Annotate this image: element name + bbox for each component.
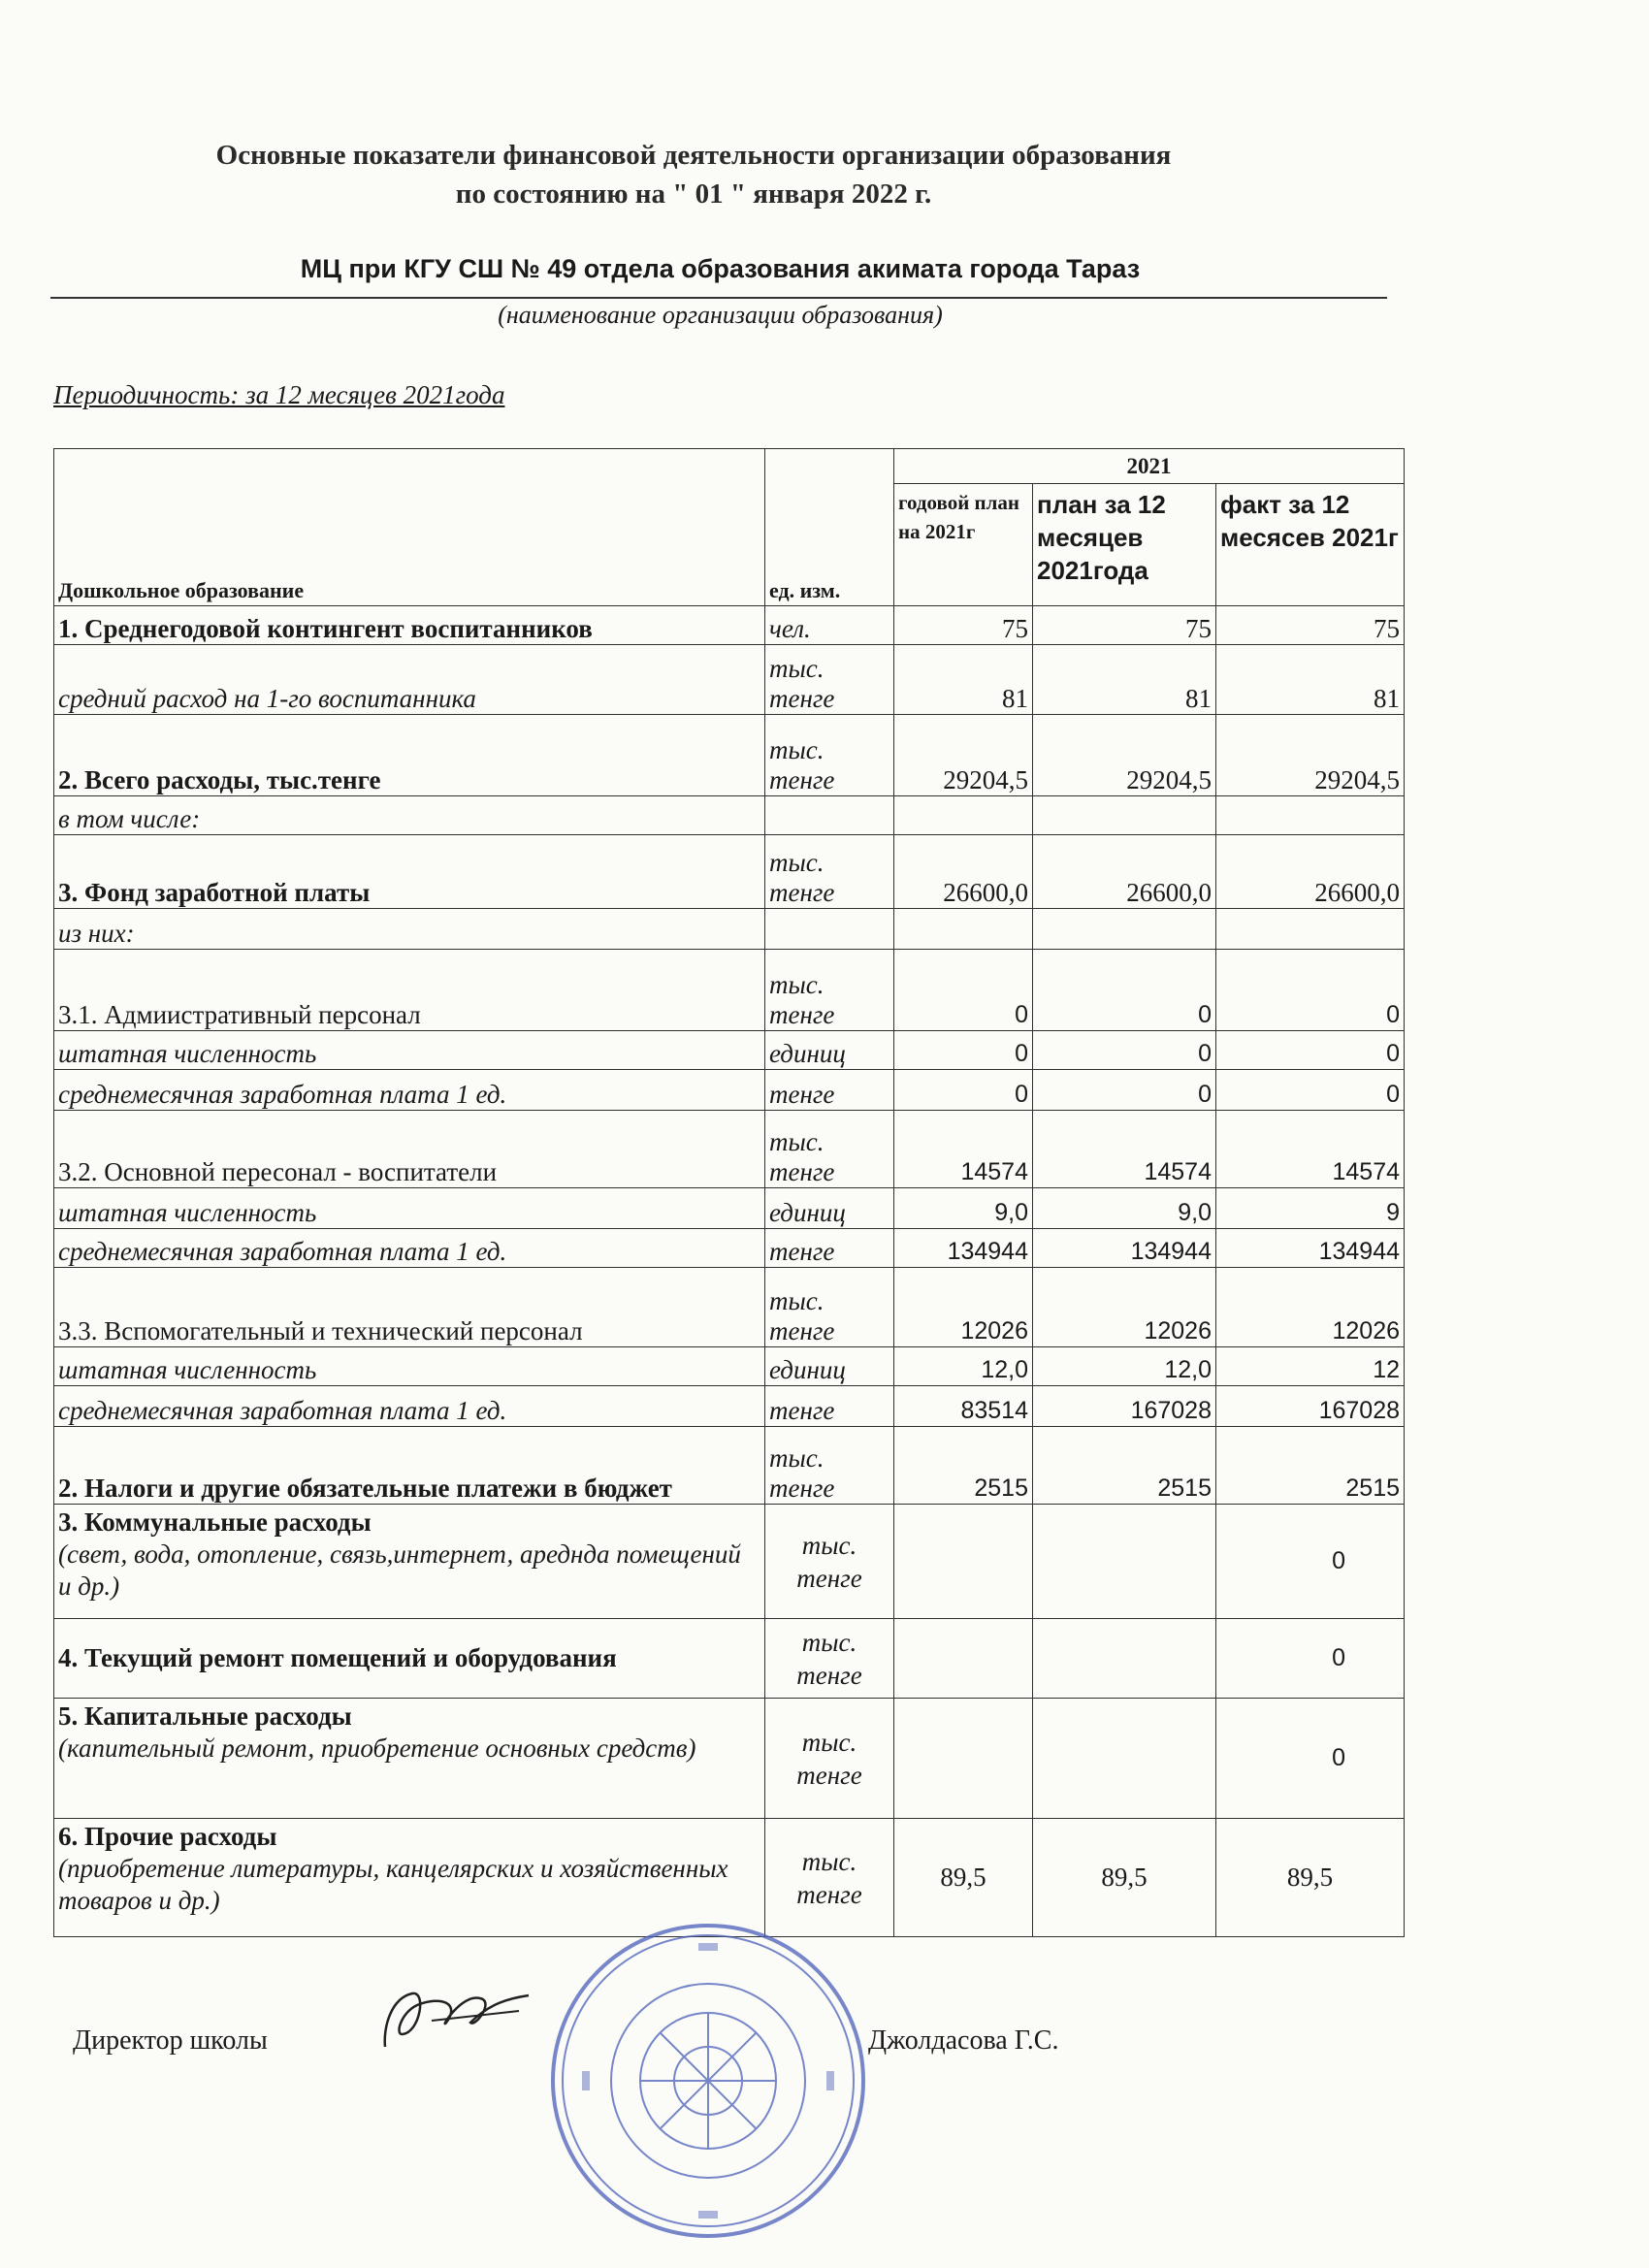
row-plan-12: 2515 (1033, 1427, 1216, 1505)
table-row (54, 606, 1405, 645)
table-row (54, 909, 1405, 950)
row-label: 3.2. Основной пересонал - воспитатели (54, 1111, 765, 1188)
row-label: 3.3. Вспомогательный и технический персонал (54, 1268, 765, 1347)
row-plan-year: 9,0 (894, 1188, 1033, 1229)
row-fact-12: 12 (1216, 1347, 1405, 1386)
row-plan-year: 0 (894, 950, 1033, 1031)
row-label: 5. Капитальные расходы (58, 1701, 352, 1731)
row-plan-year (894, 909, 1033, 950)
organization-name: МЦ при КГУ СШ № 49 отдела образования акимата города Тараз (300, 254, 1141, 283)
row-plan-12: 12,0 (1033, 1347, 1216, 1386)
row-label-cell (54, 1699, 765, 1819)
organization-caption: (наименование организации образования) (498, 301, 943, 329)
row-plan-12 (1033, 909, 1216, 950)
row-fact-12: 167028 (1216, 1386, 1405, 1427)
row-sublabel: (капительный ремонт, приобретение основных средств) (58, 1733, 696, 1763)
table-row (54, 835, 1405, 909)
official-stamp-icon (543, 1916, 873, 2246)
row-fact-12: 9 (1216, 1188, 1405, 1229)
title-line-1: Основные показатели финансовой деятельности организации образования (215, 140, 1172, 171)
table-row (54, 1031, 1405, 1070)
row-plan-year: 134944 (894, 1229, 1033, 1268)
row-label: штатная численность (54, 1031, 765, 1070)
row-plan-12: 9,0 (1033, 1188, 1216, 1229)
row-plan-year: 12,0 (894, 1347, 1033, 1386)
row-fact-12: 12026 (1216, 1268, 1405, 1347)
row-plan-12: 0 (1033, 1031, 1216, 1070)
row-plan-12 (1033, 1699, 1216, 1819)
row-fact-12: 0 (1216, 1031, 1405, 1070)
row-fact-12: 89,5 (1216, 1819, 1405, 1937)
row-plan-year: 26600,0 (894, 835, 1033, 909)
table-row (54, 1427, 1405, 1505)
row-label: 2. Налоги и другие обязательные платежи в бюджет (54, 1427, 765, 1505)
title-line-2: по состоянию на " 01 " января 2022 г. (455, 178, 932, 210)
row-unit: тыс. тенге (765, 1427, 894, 1505)
row-plan-12: 89,5 (1033, 1819, 1216, 1937)
row-plan-year (894, 1619, 1033, 1699)
table-row (54, 1505, 1405, 1619)
row-label: 4. Текущий ремонт помещений и оборудования (54, 1619, 765, 1699)
table-row (54, 1229, 1405, 1268)
row-unit: тенге (765, 1229, 894, 1268)
row-label: в том числе: (54, 796, 765, 835)
row-plan-12: 14574 (1033, 1111, 1216, 1188)
header-year: 2021 (894, 449, 1405, 484)
row-fact-12: 75 (1216, 606, 1405, 645)
row-unit: тыс. тенге (765, 645, 894, 715)
row-unit: единиц (765, 1031, 894, 1070)
table-row (54, 1347, 1405, 1386)
row-plan-year: 89,5 (894, 1819, 1033, 1937)
reporting-period: Периодичность: за 12 месяцев 2021года (53, 380, 505, 409)
row-plan-year: 2515 (894, 1427, 1033, 1505)
header-unit-col: ед. изм. (765, 449, 894, 606)
row-label: штатная численность (54, 1347, 765, 1386)
organization-underline (50, 297, 1387, 299)
row-fact-12: 26600,0 (1216, 835, 1405, 909)
financial-table (53, 448, 1405, 1937)
row-label: 2. Всего расходы, тыс.тенге (54, 715, 765, 796)
row-unit: тыс. тенге (765, 950, 894, 1031)
table-row (54, 1699, 1405, 1819)
row-unit: тыс. тенге (765, 1619, 894, 1699)
row-unit: тыс. тенге (765, 715, 894, 796)
header-plan-12: план за 12 месяцев 2021года (1033, 484, 1216, 606)
row-label: 1. Среднегодовой контингент воспитанников (54, 606, 765, 645)
row-fact-12 (1216, 909, 1405, 950)
row-unit: тыс. тенге (765, 1819, 894, 1937)
row-label: 6. Прочие расходы (58, 1822, 277, 1851)
table-row (54, 1619, 1405, 1699)
row-plan-year (894, 796, 1033, 835)
table-row (54, 1070, 1405, 1111)
table-row (54, 1111, 1405, 1188)
row-label: средний расход на 1-го воспитанника (54, 645, 765, 715)
table-row (54, 1268, 1405, 1347)
row-plan-12: 167028 (1033, 1386, 1216, 1427)
row-fact-12: 0 (1216, 1619, 1405, 1699)
row-plan-year: 12026 (894, 1268, 1033, 1347)
row-unit (765, 909, 894, 950)
row-label: из них: (54, 909, 765, 950)
row-plan-year: 83514 (894, 1386, 1033, 1427)
row-unit: тыс. тенге (765, 1505, 894, 1619)
row-fact-12: 2515 (1216, 1427, 1405, 1505)
row-plan-12: 0 (1033, 1070, 1216, 1111)
row-label: 3. Фонд заработной платы (54, 835, 765, 909)
row-fact-12: 134944 (1216, 1229, 1405, 1268)
table-row (54, 950, 1405, 1031)
row-unit: единиц (765, 1347, 894, 1386)
row-unit: чел. (765, 606, 894, 645)
row-plan-year: 14574 (894, 1111, 1033, 1188)
row-plan-12 (1033, 1619, 1216, 1699)
row-fact-12: 29204,5 (1216, 715, 1405, 796)
row-plan-12 (1033, 796, 1216, 835)
row-plan-12 (1033, 1505, 1216, 1619)
row-plan-12: 134944 (1033, 1229, 1216, 1268)
signature-icon (373, 1974, 538, 2061)
document-title (146, 136, 1242, 213)
row-fact-12: 0 (1216, 1070, 1405, 1111)
signatory-title: Директор школы (73, 2025, 268, 2056)
row-label: 3.1. Адмиистративный персонал (54, 950, 765, 1031)
row-unit: тыс. тенге (765, 1699, 894, 1819)
row-unit: единиц (765, 1188, 894, 1229)
row-plan-12: 0 (1033, 950, 1216, 1031)
row-sublabel: (свет, вода, отопление, связь,интернет, ареднда помещений и др.) (58, 1539, 741, 1601)
row-label: штатная численность (54, 1188, 765, 1229)
row-fact-12: 0 (1216, 1699, 1405, 1819)
header-fact-12: факт за 12 месясев 2021г (1216, 484, 1405, 606)
table-row (54, 1188, 1405, 1229)
row-unit: тыс. тенге (765, 1268, 894, 1347)
row-label: среднемесячная заработная плата 1 ед. (54, 1229, 765, 1268)
row-plan-12: 29204,5 (1033, 715, 1216, 796)
row-plan-12: 12026 (1033, 1268, 1216, 1347)
row-unit: тыс. тенге (765, 835, 894, 909)
row-label: среднемесячная заработная плата 1 ед. (54, 1386, 765, 1427)
table-row (54, 645, 1405, 715)
row-plan-year: 81 (894, 645, 1033, 715)
row-plan-12: 26600,0 (1033, 835, 1216, 909)
row-plan-12: 81 (1033, 645, 1216, 715)
row-plan-year: 0 (894, 1070, 1033, 1111)
row-fact-12: 14574 (1216, 1111, 1405, 1188)
row-unit: тенге (765, 1386, 894, 1427)
row-unit: тыс. тенге (765, 1111, 894, 1188)
header-plan-year: годовой план на 2021г (894, 484, 1033, 606)
row-plan-year: 0 (894, 1031, 1033, 1070)
row-label: среднемесячная заработная плата 1 ед. (54, 1070, 765, 1111)
table-row (54, 1386, 1405, 1427)
row-plan-year: 75 (894, 606, 1033, 645)
signatory-name: Джолдасова Г.С. (868, 2025, 1059, 2056)
row-fact-12: 0 (1216, 1505, 1405, 1619)
row-label-cell (54, 1505, 765, 1619)
row-fact-12: 81 (1216, 645, 1405, 715)
table-row (54, 715, 1405, 796)
row-plan-year (894, 1505, 1033, 1619)
row-plan-year: 29204,5 (894, 715, 1033, 796)
row-plan-year (894, 1699, 1033, 1819)
row-unit: тенге (765, 1070, 894, 1111)
header-first-col: Дошкольное образование (54, 449, 765, 606)
row-sublabel: (приобретение литературы, канцелярских и хозяйственных товаров и др.) (58, 1854, 728, 1915)
row-unit (765, 796, 894, 835)
table-row (54, 796, 1405, 835)
row-plan-12: 75 (1033, 606, 1216, 645)
row-label: 3. Коммунальные расходы (58, 1507, 372, 1537)
row-fact-12 (1216, 796, 1405, 835)
row-fact-12: 0 (1216, 950, 1405, 1031)
